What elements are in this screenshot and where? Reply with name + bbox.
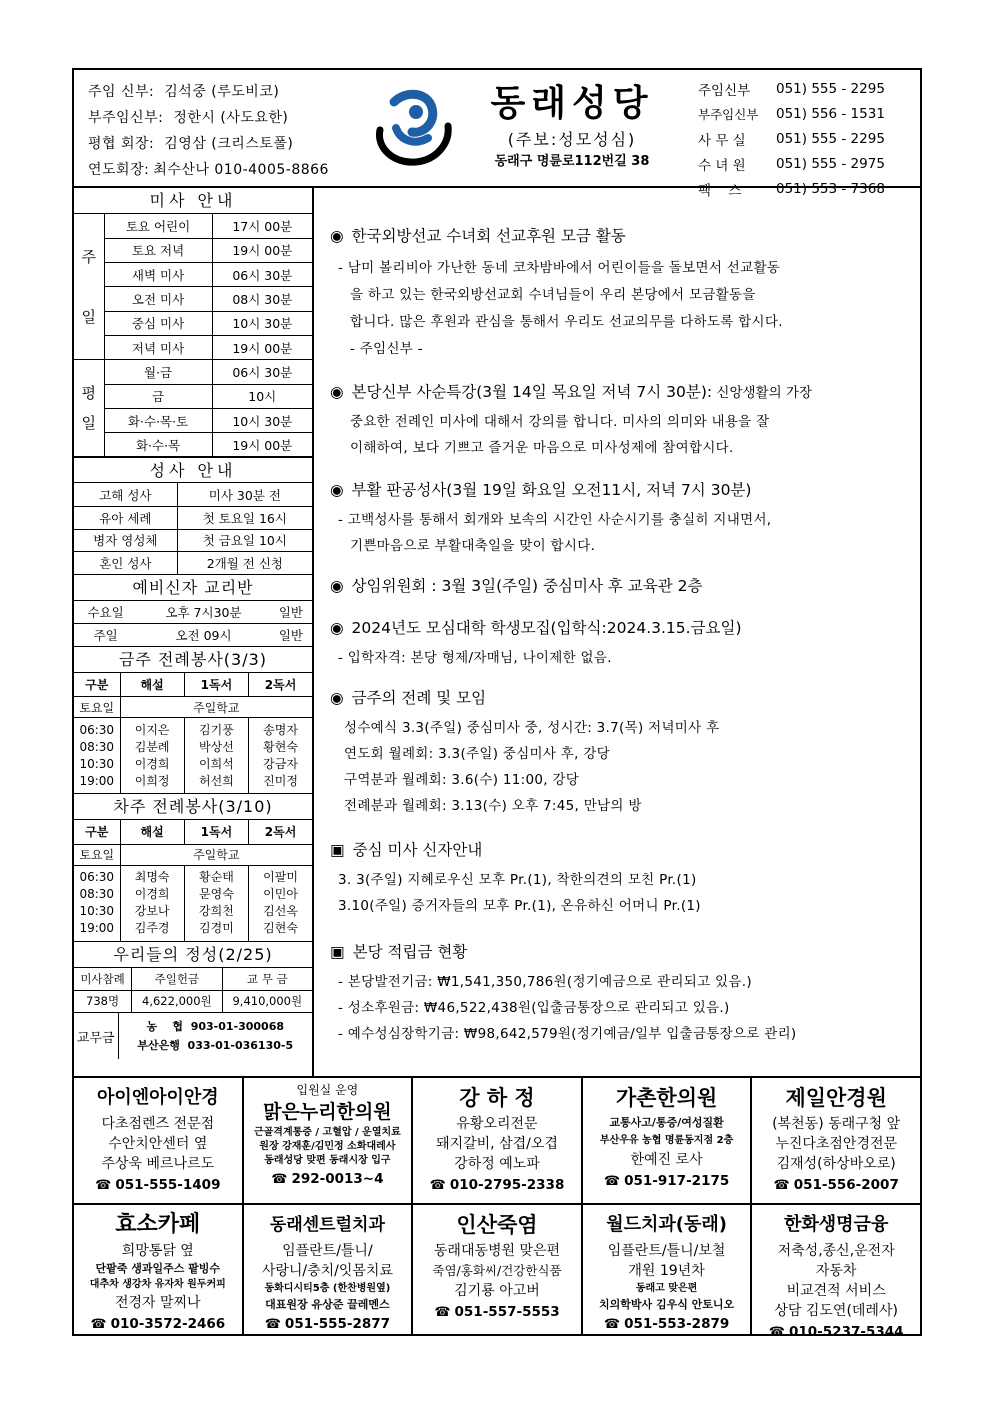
table-row: 구분 해설 1독서 2독서 xyxy=(74,820,312,844)
table-row: 토요일 주일학교 xyxy=(74,697,312,718)
weekday-label: 평 일 xyxy=(74,360,104,457)
table-row: 수요일 오후 7시30분 일반 xyxy=(74,601,312,624)
phone-icon: ☎ xyxy=(271,1172,288,1187)
ad-section xyxy=(74,1076,920,1334)
parish-logo-icon xyxy=(366,82,466,172)
bank-accounts: 농 협 903-01-300068 부산은행 033-01-036130-5 xyxy=(118,1013,312,1059)
table-row: 토요일 주일학교 xyxy=(74,844,312,865)
table-row: 주 일 토요 어린이 17시 00분 xyxy=(74,214,312,238)
header xyxy=(74,70,920,199)
notice-title: ▣ 본당 적립금 현황 xyxy=(330,943,468,961)
contact-row: 사 무 실 051) 555 - 2295 xyxy=(698,130,885,149)
table-row: 저녁 미사 19시 00분 xyxy=(74,335,312,359)
contact-row: 부주임신부 051) 556 - 1531 xyxy=(698,105,885,122)
notice-title: ◉ 부활 판공성사(3월 19일 화요일 오전11시, 저녁 7시 30분) xyxy=(330,481,752,499)
sacrament-section-title: 성사 안내 xyxy=(74,457,312,483)
offering-title: 우리들의 정성(2/25) xyxy=(74,942,312,968)
phone-icon: ☎ xyxy=(773,1178,790,1193)
contact-row: 팩 스 051) 553 - 7368 xyxy=(698,180,885,199)
bulletin-page xyxy=(72,68,922,1336)
contact-list xyxy=(698,76,918,201)
sacrament-table xyxy=(74,483,312,575)
phone-icon: ☎ xyxy=(603,1174,621,1189)
ad-block: 강 하 정 유황오리전문 돼지갈비, 삼겹/오겹 강하정 예노파 ☎ 010-2795-2338 xyxy=(413,1078,583,1203)
notice-title: ◉ 상임위원회 : 3월 3일(주일) 중심미사 후 교육관 2층 xyxy=(330,577,703,595)
ad-row xyxy=(74,1205,920,1336)
ad-block: 가촌한의원 교통사고/통증/여성질환 부산우유 농협 명륜동지점 2층 한예진 로사 ☎ 051-917-2175 xyxy=(583,1078,753,1203)
service-next-table xyxy=(74,820,312,942)
table-row: 병자 영성체 첫 금요일 10시 xyxy=(74,529,312,552)
notice-title: ◉ 금주의 전례 및 모임 xyxy=(330,689,487,707)
ad-block: 동래센트럴치과 임플란트/틀니/ 사랑니/충치/잇몸치료 동화디시티5층 (한찬병원옆) 대표원장 유상준 끌레멘스 ☎ 051-555-2877 xyxy=(244,1205,414,1336)
phone-icon: ☎ xyxy=(768,1325,785,1336)
table-row: 혼인 성사 2개월 전 신청 xyxy=(74,552,312,575)
mass-table xyxy=(74,214,312,457)
clergy-row: 부주임신부: 정한시 (사도요한) xyxy=(88,110,289,126)
ad-block: 인산죽염 동래대동병원 맞은편 죽염/홍화씨/건강한식품 김기룡 아고버 ☎ 051-557-5553 xyxy=(413,1205,583,1336)
clergy-row: 평협 회장: 김영삼 (크리스토폴) xyxy=(88,136,294,152)
contact-row: 수 녀 원 051) 555 - 2975 xyxy=(698,155,885,174)
phone-icon: ☎ xyxy=(429,1178,446,1193)
ad-block: 한화생명금융 저축성,종신,운전자 자동차 비교견적 서비스 상담 김도연(데레사) ☎ 010-5237-5344 xyxy=(752,1205,920,1336)
clergy-row: 연도회장: 최수산나 010-4005-8866 xyxy=(88,162,329,178)
service-next-title: 차주 전례봉사(3/10) xyxy=(74,794,312,820)
table-row: 중심 미사 10시 30분 xyxy=(74,311,312,335)
table-row: 새벽 미사 06시 30분 xyxy=(74,263,312,287)
ad-row xyxy=(74,1078,920,1205)
notice-title: ◉ 본당신부 사순특강(3월 14일 목요일 저녁 7시 30분): 신앙생활의 가장 xyxy=(330,383,812,401)
service-this-title: 금주 전례봉사(3/3) xyxy=(74,647,312,673)
dues-table xyxy=(74,1013,312,1059)
phone-icon: ☎ xyxy=(434,1305,451,1320)
table-row: 미사참례 주일헌금 교 무 금 xyxy=(74,968,312,991)
clergy-row: 주임 신부: 김석중 (루도비코) xyxy=(88,84,280,100)
catechumen-section-title: 예비신자 교리반 xyxy=(74,575,312,601)
parish-name: 동래성당 xyxy=(490,83,654,124)
ad-block: 입원실 운영 맑은누리한의원 근골격계통증 / 고혈압 / 운열치료 원장 강재훈/김민정 소화대레사 동래성당 맞편 동래시장 입구 ☎ 292-0013~4 xyxy=(244,1078,414,1203)
table-row: 구분 해설 1독서 2독서 xyxy=(74,673,312,697)
notice-title: ◉ 2024년도 모심대학 학생모집(입학식:2024.3.15.금요일) xyxy=(330,619,742,637)
clergy-list xyxy=(88,78,378,182)
mass-section-title: 미사 안내 xyxy=(74,188,312,214)
table-row: 고해 성사 미사 30분 전 xyxy=(74,483,312,506)
service-this-table xyxy=(74,673,312,795)
table-row: 금 10시 xyxy=(74,384,312,408)
ad-block: 아이엔아이안경 다초점렌즈 전문점 수안치안센터 옆 주상욱 베르나르도 ☎ 051-555-1409 xyxy=(74,1078,244,1203)
phone-icon: ☎ xyxy=(264,1317,281,1332)
catechumen-table xyxy=(74,601,312,647)
offering-table xyxy=(74,968,312,1014)
contact-row: 주임신부 051) 555 - 2295 xyxy=(698,80,885,99)
table-row: 주일 오전 09시 일반 xyxy=(74,624,312,647)
table-row: 평 일 월·금 06시 30분 xyxy=(74,360,312,384)
notice-area: ◉ 한국외방선교 수녀회 선교후원 모금 활동 - 남미 볼리비아 가난한 동네 코차밤바에서 어린이들을 돌보면서 선교활동 을 하고 있는 한국외방선교회 수녀님들이 우리 본당에서 모금활동을 합니다. 많은 후원과 관심을 통해서 우리도 선교의무를 다하도록 합시다. - 주임신부 - ◉ 본당신부 사순특강(3월 14일 목요일 저녁 7시 30분): 신앙생활의 가장 중요한 전례인 미사에 대해서 강의를 합니다. 미사의 의미와 내용을 잘 이해하여, 보다 기쁘고 즐거운 마음으로 미사성제에 참여합시다. ◉ 부활 판공성사(3월 19일 화요일 오전11시, 저녁 7시 30분) - 고백성사를 통해서 회개와 보속의 시간인 사순시기를 충실히 지내면서, 기쁜마음으로 부활대축일을 맞이 합시다. ◉ 상임위원회 : 3월 3일(주일) 중심미사 후 교육관 2층 ◉ 2024년도 모심대학 학생모집(입학식:2024.3.15.금요일) - 입학자격: 본당 형제/자매님, 나이제한 없음. ◉ 금주의 전례 및 모임 성수예식 3.3(주일) 중심미사 중, 성시간: 3.7(목) 저녁미사 후 연도회 월례회: 3.3(주일) 중심미사 후, 강당 구역분과 월례회: 3.6(수) 11:00, 강당 전례분과 월례회: 3.13(수) 오후 7:45, 만남의 방 ▣ 중심 미사 신자안내 3. 3(주일) 지혜로우신 모후 Pr.(1), 착한의견의 모친 Pr.(1) 3.10(주일) 증거자들의 모후 Pr.(1), 온유하신 어머니 Pr.(1) ▣ 본당 적립금 현황 - 본당발전기금: ₩1,541,350,786원(정기예금으로 관리되고 있음.) - 성소후원금: ₩46,522,438원(입출금통장으로 관리되고 있음.) - 예수성심장학기금: ₩98,642,579원(정기예금/일부 입출금통장으로 관리) xyxy=(316,188,920,1076)
ad-block: 월드치과(동래) 임플란트/틀니/보철 개원 19년차 동래고 맞은편 치의학박사 김우식 안토니오 ☎ 051-553-2879 xyxy=(583,1205,753,1336)
table-row: 오전 미사 08시 30분 xyxy=(74,287,312,311)
parish-title-block xyxy=(472,80,672,172)
sunday-label: 주 일 xyxy=(74,214,104,360)
phone-icon: ☎ xyxy=(603,1317,621,1332)
ad-block: 제일안경원 (복천동) 동래구청 앞 누진다초점안경전문 김재성(하상바오로) ☎ 051-556-2007 xyxy=(772,1086,901,1193)
parish-patron: (주보:성모성심) xyxy=(507,130,637,149)
table-row: 화·수·목 19시 00분 xyxy=(74,433,312,457)
table-row: 06:30 08:30 10:30 19:00 이지은 김분례 이경희 이희정 김기풍 박상선 이희석 허선희 송명자 황현숙 강금자 진미정 xyxy=(74,718,312,794)
notice-title: ◉ 한국외방선교 수녀회 선교후원 모금 활동 xyxy=(330,227,626,245)
table-row: 유아 세례 첫 토요일 16시 xyxy=(74,506,312,529)
info-sidebar xyxy=(74,188,314,1076)
parish-address: 동래구 명륜로112번길 38 xyxy=(494,154,650,169)
table-row: 06:30 08:30 10:30 19:00 최명숙 이경희 강보나 김주경 황순태 문영숙 강희천 김경미 이팔미 이민아 김선옥 김현숙 xyxy=(74,865,312,941)
table-row: 토요 저녁 19시 00분 xyxy=(74,238,312,262)
ad-block: 효소카페 희망통닭 옆 단팥죽 생과일주스 팥빙수 대추차 생강차 유자차 원두커피 전경자 말찌나 ☎ 010-3572-2466 xyxy=(74,1205,244,1336)
phone-icon: ☎ xyxy=(90,1317,107,1332)
table-row: 화·수·목·토 10시 30분 xyxy=(74,408,312,432)
notice-title: ▣ 중심 미사 신자안내 xyxy=(330,841,483,859)
phone-icon: ☎ xyxy=(95,1178,112,1193)
table-row: 교무금 농 협 903-01-300068 부산은행 033-01-036130-5 xyxy=(74,1013,312,1059)
table-row: 738명 4,622,000원 9,410,000원 xyxy=(74,990,312,1013)
